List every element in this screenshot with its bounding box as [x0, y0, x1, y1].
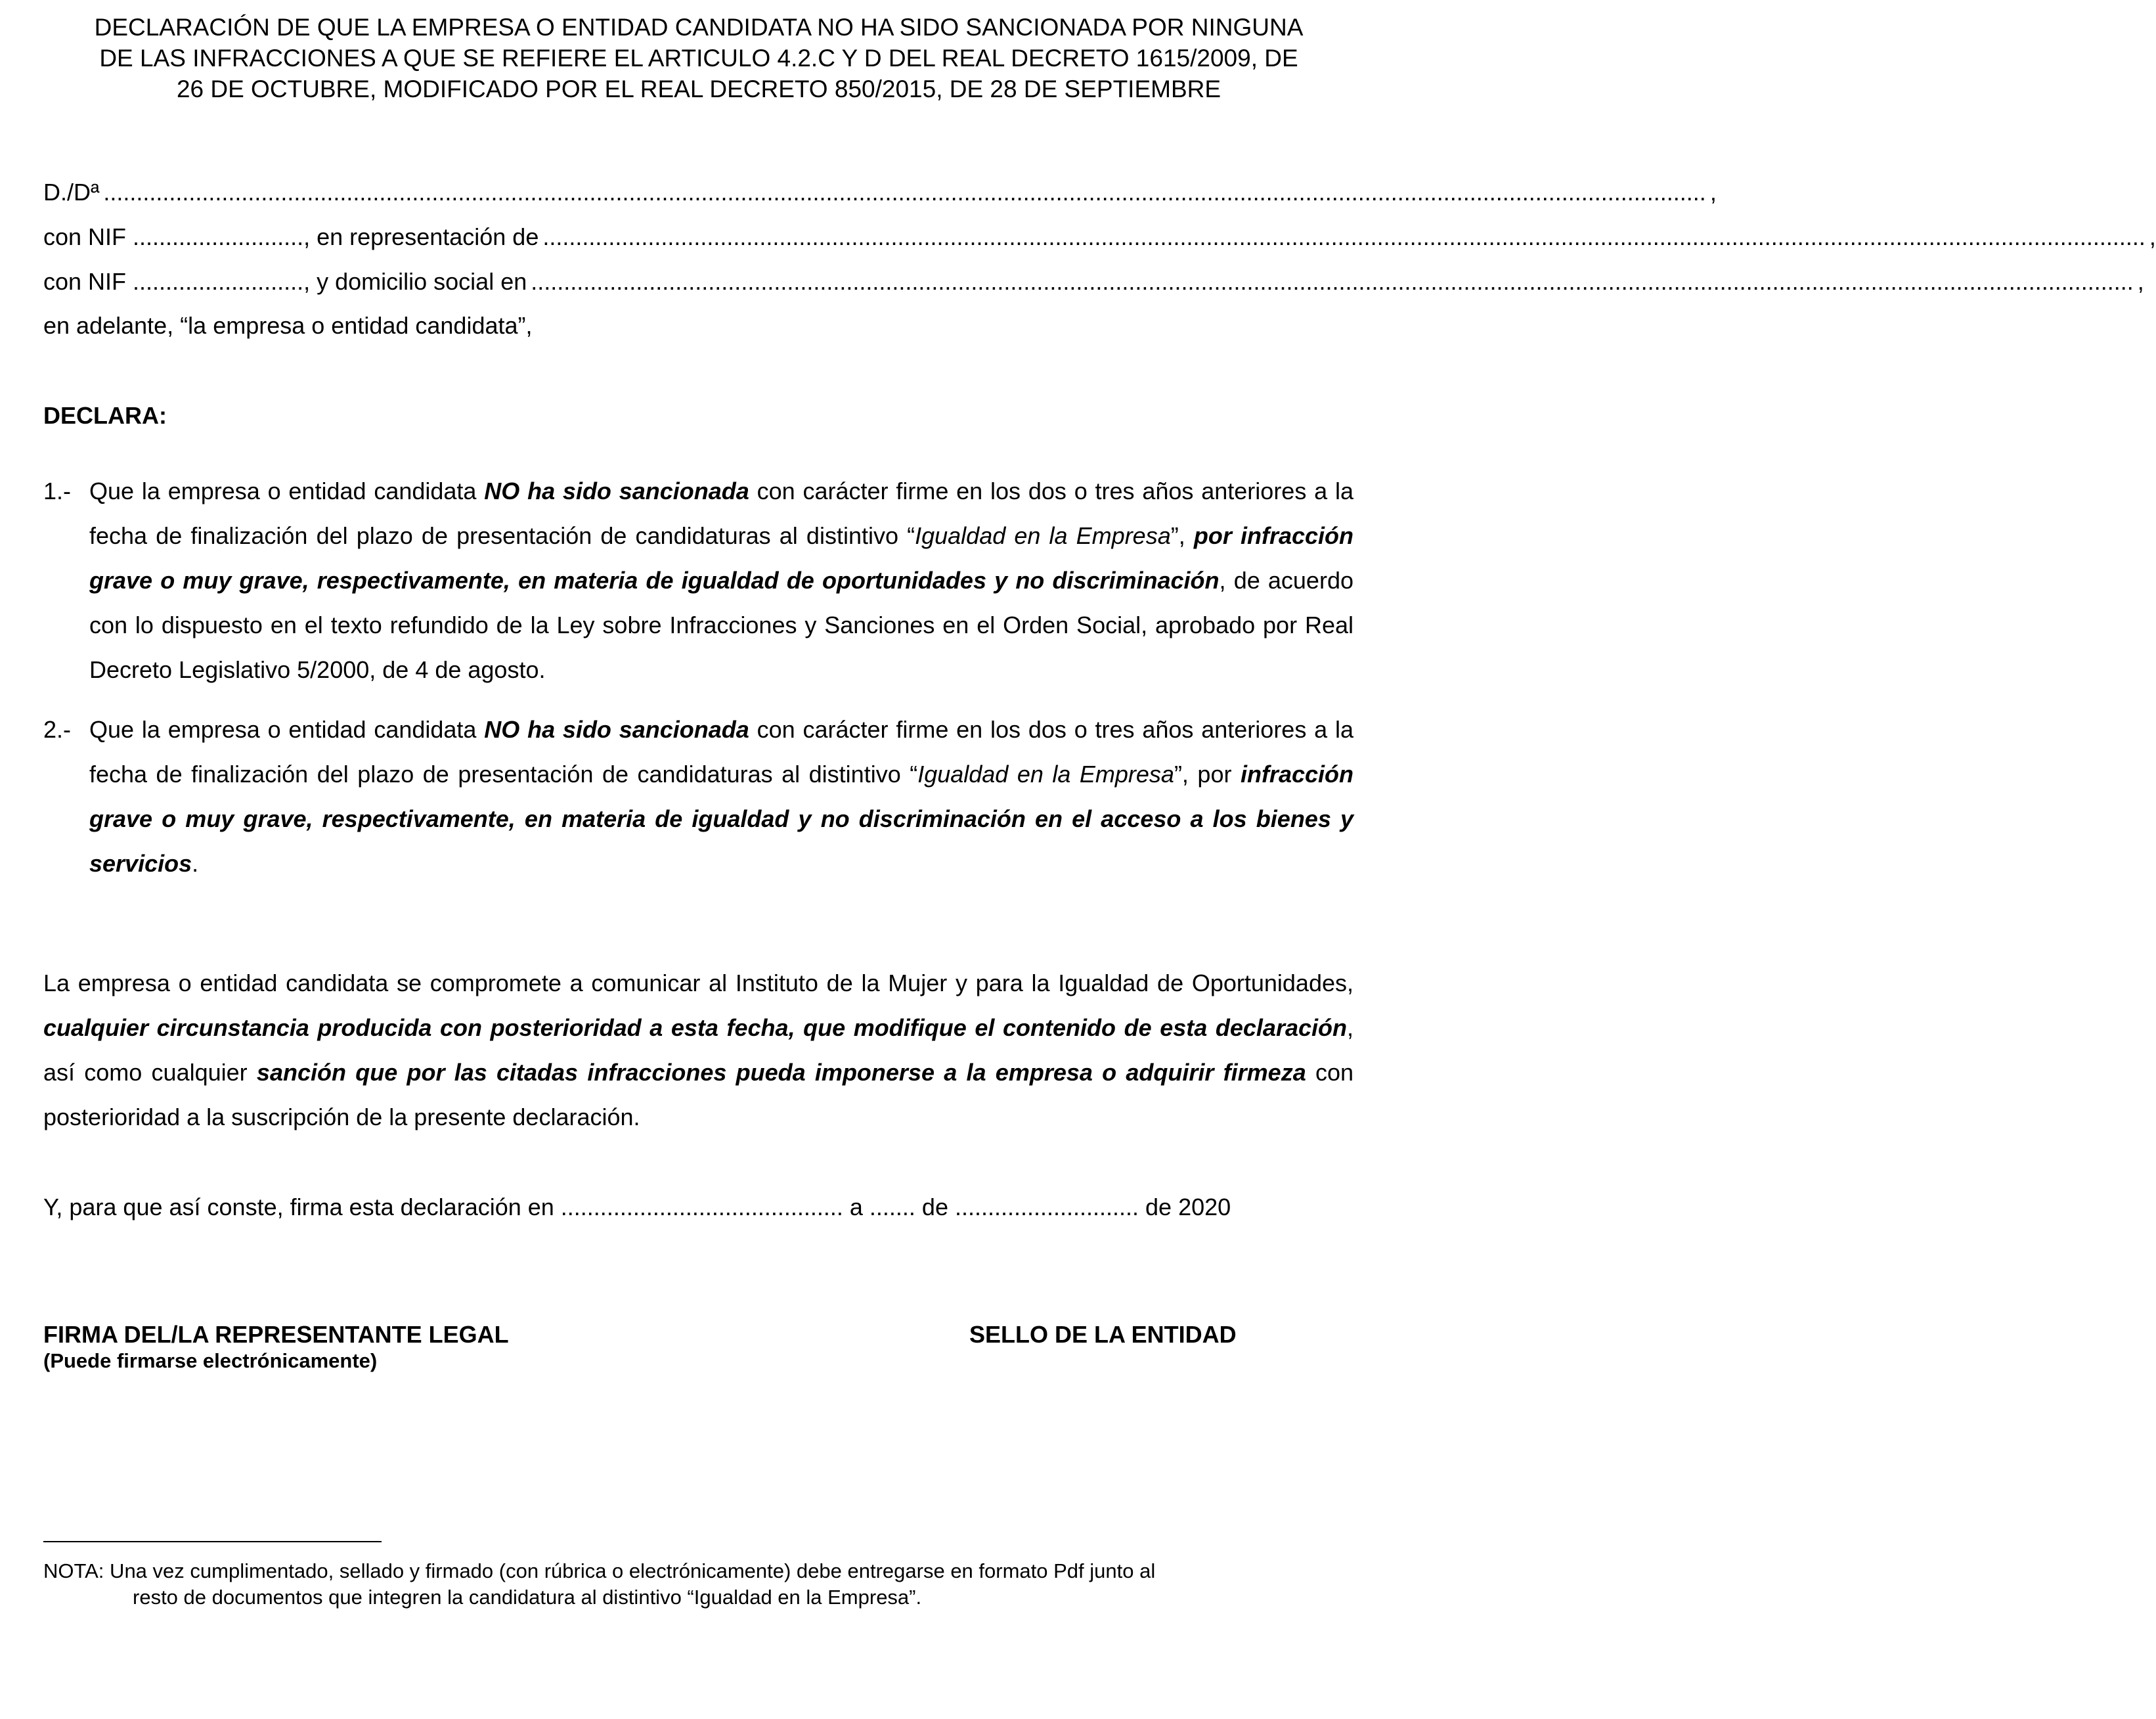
item-italic: Igualdad en la Empresa — [917, 761, 1174, 788]
signing-place-date-line: Y, para que así conste, firma esta declaración en ........................................... a ....... de ............................ de 2020 — [43, 1194, 1231, 1220]
footnote — [43, 1558, 1373, 1611]
representation-blank[interactable]: .................................................................................................................................................................................................................................................... — [542, 223, 2145, 250]
document-title — [39, 12, 1358, 104]
field-row-name — [43, 179, 1717, 206]
commitment-paragraph — [43, 961, 1353, 1140]
footnote-line-1: Una vez cumplimentado, sellado y firmado (con rúbrica o electrónicamente) debe entregarse en formato Pdf junto al — [104, 1559, 1156, 1582]
item-emphasis: infracción grave o muy grave, respectivamente, en materia de igualdad y no discriminación en el acceso a los bienes y servicios — [89, 761, 1353, 877]
signature-title: FIRMA DEL/LA REPRESENTANTE LEGAL — [43, 1321, 509, 1348]
row-end-comma: , — [2137, 268, 2144, 295]
item-number: 1.- — [43, 478, 72, 504]
nif2-blank[interactable]: .......................... — [133, 268, 304, 295]
declaration-item-1 — [43, 469, 1353, 692]
item-text-run: Que la empresa o entidad candidata — [89, 478, 485, 504]
item-text-run: con carácter firme en los dos o tres años anteriores a la fecha de finalización del plazo de presentación de candidaturas al distintivo “ — [89, 478, 1353, 549]
title-line-1: DECLARACIÓN DE QUE LA EMPRESA O ENTIDAD CANDIDATA NO HA SIDO SANCIONADA POR NINGUNA — [94, 14, 1304, 41]
signature-block — [43, 1320, 509, 1373]
item-text-run: ”, por — [1174, 761, 1241, 788]
nif-label: con NIF — [43, 223, 127, 250]
field-row-nif-representation — [43, 223, 2156, 251]
name-label: D./Dª — [43, 179, 100, 206]
commitment-text-run: con posterioridad a la suscripción de la presente declaración. — [43, 1059, 1354, 1130]
commitment-emphasis: sanción que por las citadas infracciones pueda imponerse a la empresa o adquirir firmeza — [256, 1059, 1306, 1086]
item-text-run: ”, — [1170, 522, 1194, 549]
row-end-comma: , — [1709, 179, 1717, 206]
item-emphasis: por infracción grave o muy grave, respectivamente, en materia de igualdad de oportunidades y no discriminación — [89, 522, 1354, 594]
title-line-3: 26 DE OCTUBRE, MODIFICADO POR EL REAL DECRETO 850/2015, DE 28 DE SEPTIEMBRE — [176, 76, 1221, 102]
field-row-nif-domicile — [43, 268, 2144, 296]
item-text-run: Que la empresa o entidad candidata — [89, 716, 485, 743]
title-line-2: DE LAS INFRACCIONES A QUE SE REFIERE EL ARTICULO 4.2.C Y D DEL REAL DECRETO 1615/2009, DE — [99, 45, 1298, 72]
item-text-run: , de acuerdo con lo dispuesto en el texto refundido de la Ley sobre Infracciones y Sanciones en el Orden Social, aprobado por Real Decreto Legislativo 5/2000, de 4 de agosto. — [89, 567, 1353, 683]
footnote-label: NOTA: — [43, 1559, 104, 1582]
commitment-emphasis: cualquier circunstancia producida con posterioridad a esta fecha, que modifique el contenido de esta declaración — [43, 1014, 1347, 1041]
nif-blank[interactable]: .......................... — [133, 223, 304, 250]
commitment-text-run: La empresa o entidad candidata se compromete a comunicar al Instituto de la Mujer y para la Igualdad de Oportunidades, — [43, 970, 1353, 996]
representation-label: , en representación de — [303, 223, 539, 250]
item-text — [89, 707, 1353, 886]
footnote-line-2: resto de documentos que integren la candidatura al distintivo “Igualdad en la Empresa”. — [133, 1586, 922, 1609]
domicile-blank[interactable]: .................................................................................................................................................................................................................................................... — [531, 268, 2134, 295]
declara-heading: DECLARA: — [43, 402, 167, 429]
item-emphasis: NO ha sido sancionada — [484, 478, 749, 504]
signature-note: (Puede firmarse electrónicamente) — [43, 1349, 378, 1372]
name-blank[interactable]: .................................................................................................................................................................................................................................................... — [103, 179, 1706, 206]
adelante-line: en adelante, “la empresa o entidad candidata”, — [43, 312, 533, 339]
item-emphasis: NO ha sido sancionada — [484, 716, 749, 743]
commitment-text-run: , así como cualquier — [43, 1014, 1353, 1086]
item-italic: Igualdad en la Empresa — [915, 522, 1171, 549]
row-end-comma: , — [2149, 223, 2156, 250]
declaration-item-2 — [43, 707, 1353, 886]
item-text-run: con carácter firme en los dos o tres años anteriores a la fecha de finalización del plazo de presentación de candidaturas al distintivo “ — [89, 716, 1353, 788]
item-number: 2.- — [43, 716, 72, 743]
item-text — [89, 469, 1353, 692]
footnote-separator — [43, 1541, 382, 1542]
item-text-run: . — [192, 850, 199, 877]
domicile-label: , y domicilio social en — [303, 268, 527, 295]
nif2-label: con NIF — [43, 268, 127, 295]
stamp-block: SELLO DE LA ENTIDAD — [969, 1321, 1237, 1348]
